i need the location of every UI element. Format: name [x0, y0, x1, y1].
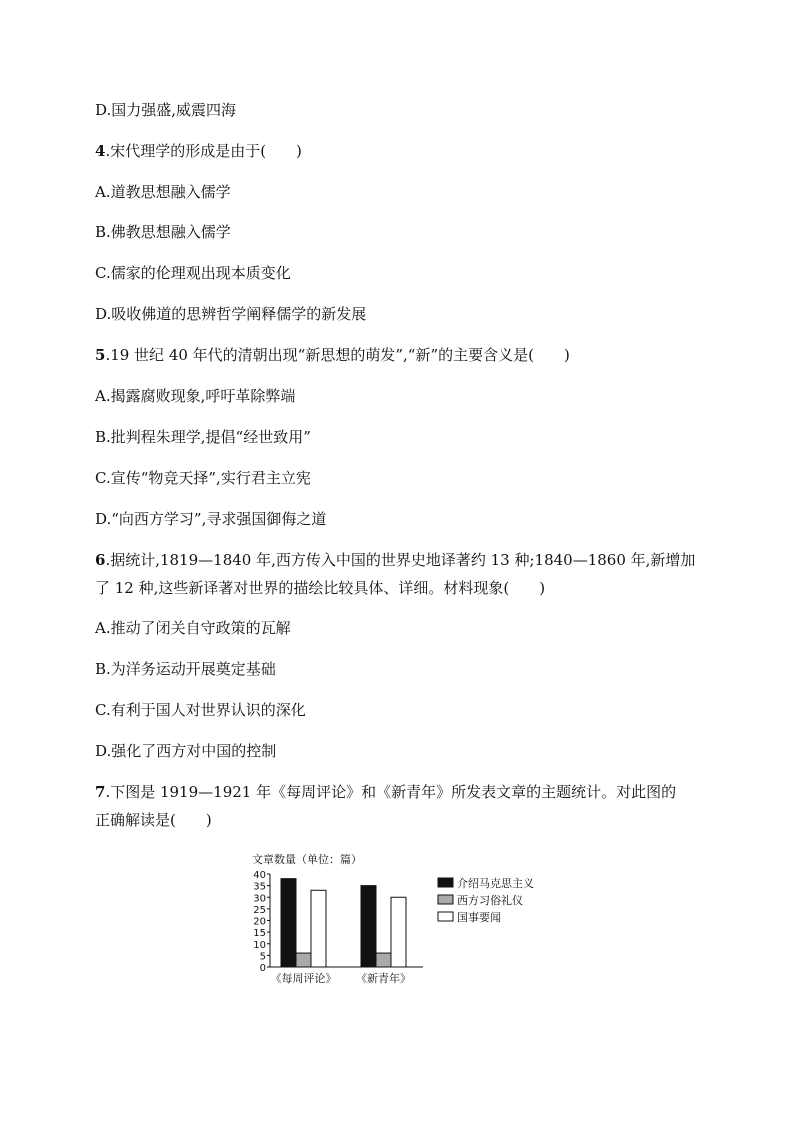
- question-4: [95, 141, 302, 161]
- article-topic-bar-chart: [248, 846, 568, 991]
- q5-option-a: A.揭露腐败现象,呼吁革除弊端: [95, 387, 296, 405]
- y-tick-label: 5: [259, 951, 266, 963]
- question-number: 6: [95, 551, 106, 569]
- question-number: 5: [95, 346, 106, 364]
- legend-swatch: [438, 912, 453, 921]
- bar-1-2: [391, 897, 406, 967]
- bar-1-0: [361, 886, 376, 967]
- legend-label: 介绍马克思主义: [457, 877, 534, 890]
- y-tick-label: 25: [253, 904, 266, 916]
- bar-0-0: [281, 879, 296, 967]
- y-tick-label: 30: [253, 893, 266, 905]
- question-stem: .下图是 1919—1921 年《每周评论》和《新青年》所发表文章的主题统计。对此图的: [105, 783, 677, 801]
- y-tick-label: 10: [253, 939, 266, 951]
- q4-option-c: C.儒家的伦理观出现本质变化: [95, 264, 291, 282]
- q4-option-b: B.佛教思想融入儒学: [95, 223, 231, 241]
- x-category-label: 《每周评论》: [270, 972, 337, 985]
- y-tick-label: 20: [253, 916, 266, 928]
- y-tick-label: 0: [259, 963, 266, 974]
- question-6-line-1: [95, 550, 695, 570]
- q4-option-a: A.道教思想融入儒学: [95, 183, 231, 201]
- bar-0-2: [311, 890, 326, 967]
- legend-label: 国事要闻: [457, 911, 501, 924]
- bar-0-1: [296, 953, 311, 967]
- q5-option-d: D.“向西方学习”,寻求强国御侮之道: [95, 510, 327, 528]
- question-number: 4: [95, 142, 106, 160]
- question-stem: .宋代理学的形成是由于( ): [105, 142, 302, 160]
- q5-option-b: B.批判程朱理学,提倡“经世致用”: [95, 428, 311, 446]
- q6-option-d: D.强化了西方对中国的控制: [95, 742, 277, 760]
- q6-option-b: B.为洋务运动开展奠定基础: [95, 660, 276, 678]
- question-6-line-2: 了 12 种,这些新译著对世界的描绘比较具体、详细。材料现象( ): [95, 579, 546, 597]
- question-5: [95, 345, 570, 365]
- question-number: 7: [95, 783, 106, 801]
- chart-legend: [438, 876, 534, 924]
- question-7-line-1: [95, 782, 676, 802]
- bar-1-1: [376, 953, 391, 967]
- chart-title: 文章数量（单位：篇）: [252, 853, 362, 866]
- chart-plot: [253, 870, 423, 985]
- q3-option-d: D.国力强盛,威震四海: [95, 101, 237, 119]
- legend-swatch: [438, 895, 453, 904]
- y-tick-label: 15: [253, 928, 266, 940]
- question-stem: .据统计,1819—1840 年,西方传入中国的世界史地译著约 13 种;1840—1860 年,新增加: [105, 551, 696, 569]
- q4-option-d: D.吸收佛道的思辨哲学阐释儒学的新发展: [95, 305, 367, 323]
- question-stem: .19 世纪 40 年代的清朝出现“新思想的萌发”,“新”的主要含义是( ): [105, 346, 570, 364]
- y-tick-label: 35: [253, 881, 266, 893]
- legend-label: 西方习俗礼仪: [457, 894, 523, 907]
- question-7-line-2: 正确解读是( ): [95, 811, 212, 829]
- q5-option-c: C.宣传“物竞天择”,实行君主立宪: [95, 469, 311, 487]
- q6-option-c: C.有利于国人对世界认识的深化: [95, 701, 306, 719]
- y-tick-label: 40: [253, 870, 266, 881]
- legend-swatch: [438, 878, 453, 887]
- x-category-label: 《新青年》: [356, 972, 411, 985]
- q6-option-a: A.推动了闭关自守政策的瓦解: [95, 619, 291, 637]
